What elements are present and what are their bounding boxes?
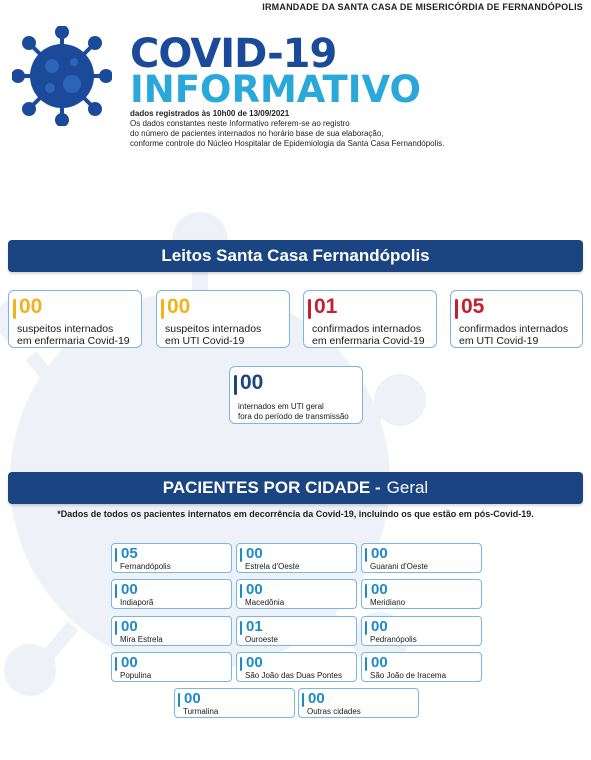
report-date: dados registrados às 10h00 de 13/09/2021 bbox=[130, 109, 290, 118]
title-informativo: INFORMATIVO bbox=[130, 68, 421, 111]
card-label-line: suspeitos internados bbox=[165, 323, 262, 335]
card-label-line: em UTI Covid-19 bbox=[165, 335, 245, 347]
city-name: Guarani d'Oeste bbox=[370, 562, 429, 571]
city-accent-bar bbox=[240, 584, 242, 598]
cidades-banner bbox=[8, 472, 583, 504]
card-value: 05 bbox=[461, 295, 485, 318]
city-name: Pedranópolis bbox=[370, 635, 417, 644]
card-label-line: confirmados internados bbox=[459, 323, 569, 335]
city-value: 00 bbox=[371, 581, 388, 598]
title-covid: COVID-19 bbox=[130, 31, 337, 77]
cidades-title-light: Geral bbox=[386, 478, 429, 497]
cidades-note: *Dados de todos os pacientes internatos em decorrência da Covid-19, incluindo os que estão em pós-Covid-19. bbox=[57, 509, 534, 519]
city-name: Outras cidades bbox=[307, 707, 361, 716]
city-card-meridiano bbox=[361, 579, 482, 609]
card-label-line: em UTI Covid-19 bbox=[459, 335, 539, 347]
card-label bbox=[312, 323, 425, 347]
city-value: 00 bbox=[246, 545, 263, 562]
card-label bbox=[459, 323, 568, 347]
city-accent-bar bbox=[240, 621, 242, 635]
city-card-indiapora bbox=[111, 579, 232, 609]
card-label-line: suspeitos internados bbox=[17, 323, 114, 335]
card-label-line: fora do período de transmissão bbox=[238, 412, 349, 421]
card-value: 00 bbox=[19, 295, 43, 318]
city-name: Macedônia bbox=[245, 598, 285, 607]
card-label-line: internados em UTI geral bbox=[238, 402, 324, 411]
city-name: Indiaporã bbox=[120, 598, 154, 607]
city-accent-bar bbox=[365, 548, 367, 562]
report-info bbox=[130, 109, 444, 149]
card-value: 00 bbox=[240, 371, 264, 394]
city-card-fernandopolis bbox=[111, 543, 232, 573]
card-suspect-ward bbox=[8, 290, 142, 348]
city-name: Ouroeste bbox=[245, 635, 278, 644]
card-value: 00 bbox=[167, 295, 191, 318]
city-card-macedonia bbox=[236, 579, 357, 609]
city-name: Fernandópolis bbox=[120, 562, 171, 571]
city-card-guarani-d-oeste bbox=[361, 543, 482, 573]
city-value: 01 bbox=[246, 618, 263, 635]
city-card-estrela-d-oeste bbox=[236, 543, 357, 573]
city-value: 00 bbox=[371, 654, 388, 671]
city-accent-bar bbox=[302, 693, 304, 707]
city-value: 05 bbox=[121, 545, 138, 562]
report-desc-line: Os dados constantes neste Informativo referem-se ao registro bbox=[130, 119, 350, 128]
city-card-mira-estrela bbox=[111, 616, 232, 646]
card-label bbox=[17, 323, 130, 347]
city-value: 00 bbox=[308, 690, 325, 707]
city-accent-bar bbox=[365, 621, 367, 635]
city-accent-bar bbox=[178, 693, 180, 707]
card-suspect-icu bbox=[156, 290, 290, 348]
city-card-outras-cidades bbox=[298, 688, 419, 718]
city-name: Populina bbox=[120, 671, 152, 680]
city-accent-bar bbox=[240, 657, 242, 671]
leitos-banner bbox=[8, 240, 583, 272]
city-accent-bar bbox=[240, 548, 242, 562]
city-card-turmalina bbox=[174, 688, 295, 718]
card-accent-bar bbox=[161, 299, 164, 319]
city-accent-bar bbox=[115, 548, 117, 562]
card-label-line: confirmados internados bbox=[312, 323, 422, 335]
card-label bbox=[238, 402, 349, 422]
city-value: 00 bbox=[246, 654, 263, 671]
city-card-pedranopolis bbox=[361, 616, 482, 646]
card-accent-bar bbox=[308, 299, 311, 319]
card-label-line: em enfermaria Covid-19 bbox=[17, 335, 130, 347]
city-accent-bar bbox=[365, 584, 367, 598]
city-accent-bar bbox=[115, 584, 117, 598]
leitos-title: Leitos Santa Casa Fernandópolis bbox=[161, 246, 430, 265]
city-name: Meridiano bbox=[370, 598, 406, 607]
city-card-sao-joao-das-duas-pontes bbox=[236, 652, 357, 682]
city-value: 00 bbox=[184, 690, 201, 707]
city-name: São João das Duas Pontes bbox=[245, 671, 342, 680]
card-value: 01 bbox=[314, 295, 338, 318]
city-accent-bar bbox=[115, 657, 117, 671]
city-value: 00 bbox=[371, 545, 388, 562]
card-accent-bar bbox=[455, 299, 458, 319]
city-value: 00 bbox=[246, 581, 263, 598]
card-confirmed-ward bbox=[303, 290, 437, 348]
cidades-title-bold: PACIENTES POR CIDADE - bbox=[162, 478, 381, 497]
city-value: 00 bbox=[121, 581, 138, 598]
card-accent-bar bbox=[234, 375, 237, 395]
city-name: Turmalina bbox=[183, 707, 219, 716]
report-desc-line: do número de pacientes internados no horário base de sua elaboração, bbox=[130, 129, 384, 138]
report-desc-line: conforme controle do Núcleo Hospitalar de Epidemiologia da Santa Casa Fernandópolis. bbox=[130, 139, 445, 148]
city-name: Mira Estrela bbox=[120, 635, 163, 644]
city-card-populina bbox=[111, 652, 232, 682]
card-confirmed-icu bbox=[450, 290, 583, 348]
virus-logo-icon bbox=[12, 26, 112, 126]
organization-name: IRMANDADE DA SANTA CASA DE MISERICÓRDIA DE FERNANDÓPOLIS bbox=[262, 2, 583, 12]
card-accent-bar bbox=[13, 299, 16, 319]
city-value: 00 bbox=[121, 618, 138, 635]
city-value: 00 bbox=[371, 618, 388, 635]
city-name: Estrela d'Oeste bbox=[245, 562, 300, 571]
city-accent-bar bbox=[115, 621, 117, 635]
city-card-sao-joao-de-iracema bbox=[361, 652, 482, 682]
city-name: São João de Iracema bbox=[370, 671, 447, 680]
card-label-line: em enfermaria Covid-19 bbox=[312, 335, 425, 347]
city-value: 00 bbox=[121, 654, 138, 671]
city-accent-bar bbox=[365, 657, 367, 671]
card-general-icu bbox=[229, 366, 363, 424]
city-card-ouroeste bbox=[236, 616, 357, 646]
card-label bbox=[165, 323, 261, 347]
